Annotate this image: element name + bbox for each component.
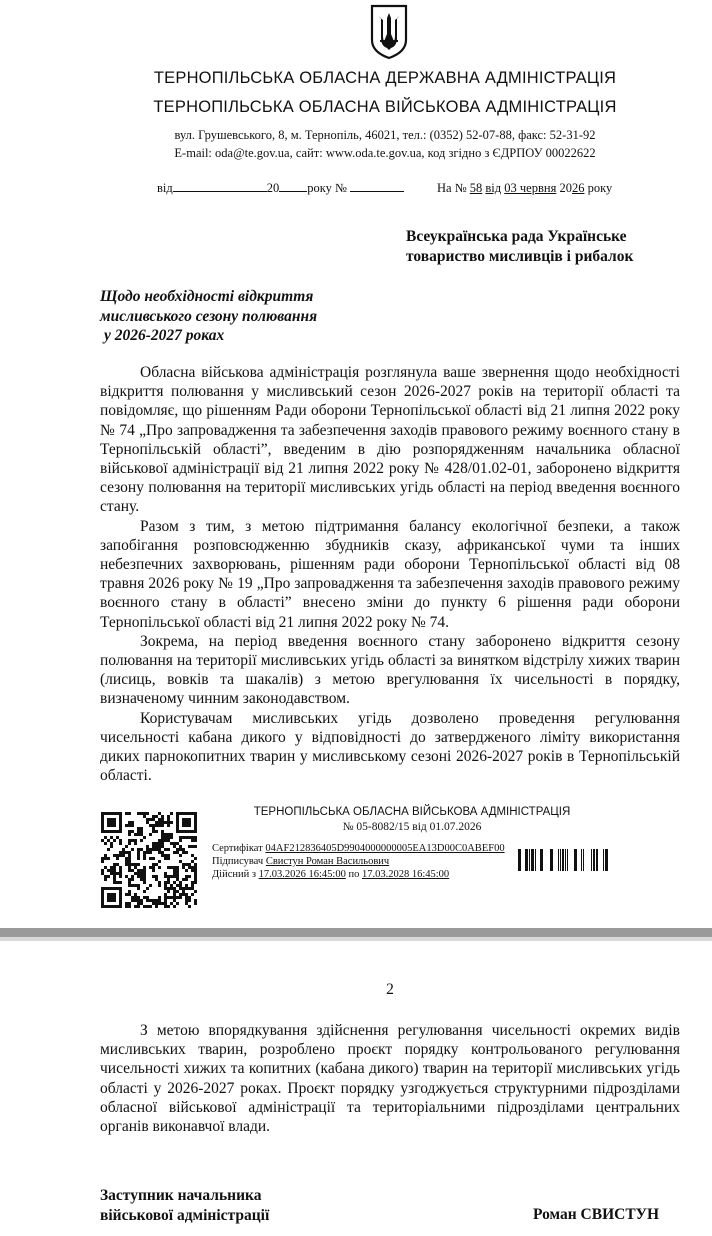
body-paragraph-1: Обласна військова адміністрація розглянула ваше звернення щодо необхідності відкриття полювання у мисливський сезон 2026-2027 років на території області та повідомляє, що рішенням Ради оборони Тернопільської області від 21 липня 2022 року № 74 „Про запровадження та забезпечення заходів правового режиму воєнного стану в Тернопільській області”, введеним в дію розпорядженням начальника обласної військової адміністрації від 21 липня 2022 року № 428/01.02-01, заборонено відкриття сезону полювання на території мисливських угідь області на період введення воєнного стану. xyxy=(100,364,680,516)
subject-line3: у 2026-2027 роках xyxy=(104,327,225,344)
ref-from-prefix: від xyxy=(157,181,173,195)
subject xyxy=(100,287,317,346)
page2-paragraph-1: З метою впорядкування здійснення регулювання чисельності окремих видів мисливських тварин, розроблено проєкт порядку контрольованого регулювання чисельності хижих та копитних (кабана дикого) тварин на території мисливських угідь області у 2026-2027 роках. Проєкт порядку узгоджується структурними підрозділами обласної військової адміністрації та територіальними підрозділами центральних органів виконавчої влади. xyxy=(100,1022,680,1136)
ref-na-suffix: року xyxy=(587,181,613,195)
body-paragraph-3: Зокрема, на період введення воєнного стану заборонено відкриття сезону полювання на території мисливських угідь області за винятком відстрілу хижих тварин (лисиць, вовків та шакалів) з метою врегулювання їх чисельності в порядку, визначеному чинним законодавством. xyxy=(100,632,680,708)
ref-na-label: На № xyxy=(437,181,467,195)
stamp-signer-value: Свистун Роман Васильович xyxy=(265,856,390,867)
subject-line1: Щодо необхідності відкриття xyxy=(100,288,314,305)
ref-vid: від xyxy=(485,181,502,195)
ref-na-date: 03 червня xyxy=(504,181,557,195)
stamp-valid-from: 17.03.2026 16:45:00 xyxy=(258,869,346,880)
barcode xyxy=(516,849,608,871)
address-line: вул. Грушевського, 8, м. Тернопіль, 46021, тел.: (0352) 52-07-88, факс: 52-31-92 xyxy=(174,128,596,142)
signatory-name: Роман СВИСТУН xyxy=(533,1206,660,1223)
page-separator-shadow xyxy=(0,937,712,941)
ref-na-number: 58 xyxy=(469,181,483,195)
body-paragraph-4: Користувачам мисливських угідь дозволено проведення регулювання чисельності кабана дикого у відповідності до затвердженого ліміту використання диких парнокопитних тварин у мисливському сезоні 2026-2027 років в Тернопільській області. xyxy=(100,709,680,785)
stamp-signer-row xyxy=(212,855,505,868)
stamp-number: № 05-8082/15 від 01.07.2026 xyxy=(342,821,482,833)
ref-from-suffix: року № xyxy=(307,181,347,195)
signatory-position-line1: Заступник начальника xyxy=(100,1187,262,1204)
stamp-valid-to: 17.03.2028 16:45:00 xyxy=(361,869,450,880)
org-name-military: ТЕРНОПІЛЬСЬКА ОБЛАСНА ВІЙСЬКОВА АДМІНІСТРАЦІЯ xyxy=(153,98,617,116)
signatory-position xyxy=(100,1186,269,1226)
ref-na-year: 26 xyxy=(571,181,585,195)
incoming-reference xyxy=(437,181,612,196)
org-name-state: ТЕРНОПІЛЬСЬКА ОБЛАСНА ДЕРЖАВНА АДМІНІСТРАЦІЯ xyxy=(153,69,617,87)
recipient-line1: Всеукраїнська рада Українське xyxy=(406,228,627,245)
coat-of-arms-icon xyxy=(369,4,409,60)
stamp-valid-label: Дійсний з xyxy=(212,869,256,880)
stamp-valid-row xyxy=(212,868,505,881)
stamp-cert-label: Сертифікат xyxy=(212,843,263,854)
page2-body xyxy=(100,1021,680,1136)
signatory-position-line2: військової адміністрації xyxy=(100,1207,270,1224)
stamp-valid-to-label: по xyxy=(348,869,360,880)
page-number: 2 xyxy=(386,981,394,998)
qr-code xyxy=(101,812,197,908)
recipient-line2: товариство мисливців і рибалок xyxy=(406,248,634,265)
stamp-cert-row xyxy=(212,842,505,855)
outgoing-reference xyxy=(157,181,404,196)
page-separator xyxy=(0,928,712,937)
ref-from-year: 20 xyxy=(266,181,280,195)
stamp-cert-value: 04AF212836405D9904000000005EA13D00C0ABEF00 xyxy=(265,843,505,854)
letter-body xyxy=(100,363,680,785)
body-paragraph-2: Разом з тим, з метою підтримання балансу екологічної безпеки, а також запобігання розповсюдженню збудників сказу, африканської чуми та інших небезпечних захворювань, рішенням ради оборони Тернопільської області від 08 травня 2026 року № 19 „Про запровадження та забезпечення заходів правового режиму воєнного стану в області” внесено зміни до пункту 6 рішення ради оборони Тернопільської області від 21 липня 2022 року № 74. xyxy=(100,517,680,631)
ref-na-year-prefix: 20 xyxy=(559,181,572,195)
stamp-org: ТЕРНОПІЛЬСЬКА ОБЛАСНА ВІЙСЬКОВА АДМІНІСТРАЦІЯ xyxy=(253,806,571,818)
subject-line2: мисливського сезону полювання xyxy=(100,307,318,325)
stamp-signer-label: Підписувач xyxy=(212,856,264,867)
stamp-details xyxy=(212,842,505,881)
contacts-line: E-mail: oda@te.gov.ua, сайт: www.oda.te.gov.ua, код згідно з ЄДРПОУ 00022622 xyxy=(174,146,596,160)
recipient xyxy=(406,227,633,267)
